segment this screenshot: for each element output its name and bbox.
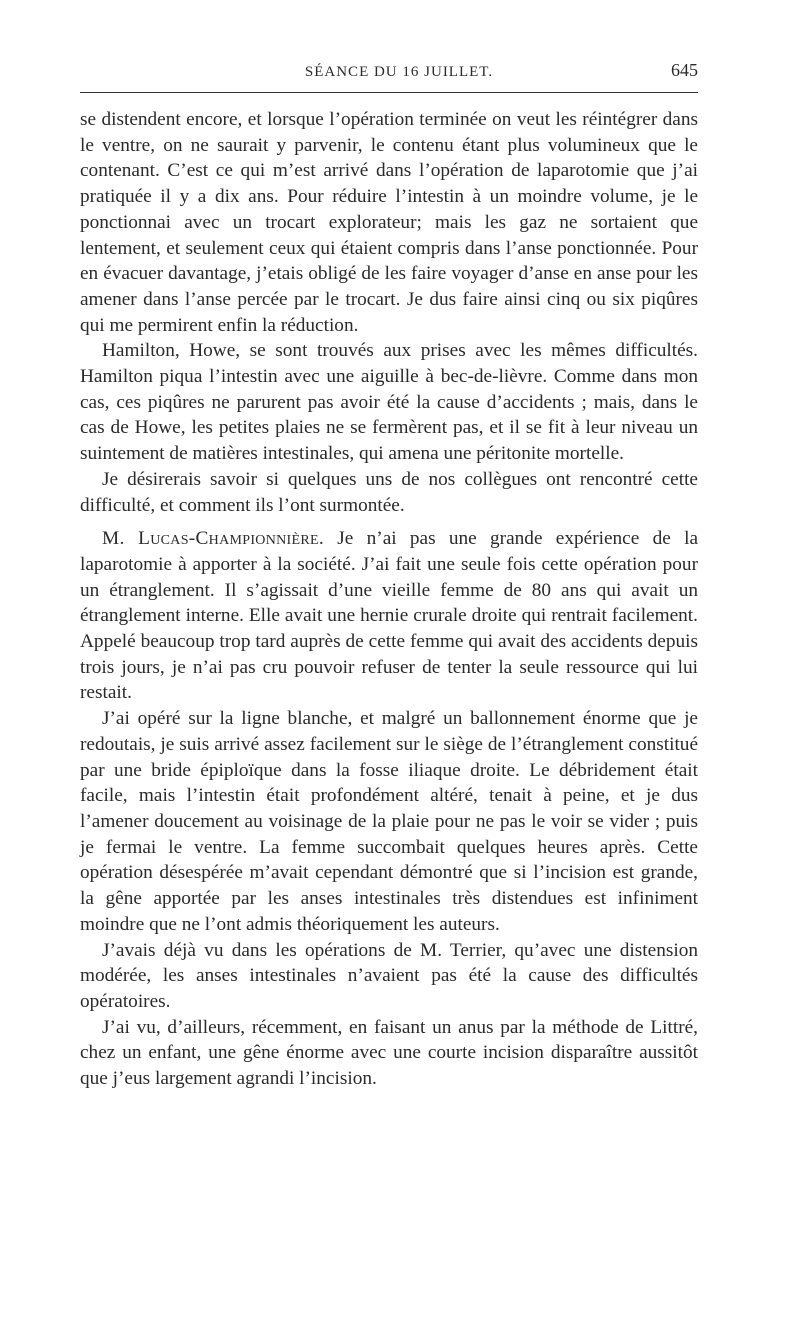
book-page <box>80 58 698 1092</box>
paragraph-hamilton-howe: Hamilton, Howe, se sont trouvés aux prises avec les mêmes difficultés. Hamilton piqua l’intestin avec une aiguille à bec-de-lièvre. Comme dans mon cas, ces piqûres ne parurent pas avoir été la cause d’accidents ; mais, dans le cas de Howe, les petites plaies ne se fermèrent pas, et il se fit à leur niveau un suintement de matières intestinales, qui amena une péritonite mortelle. <box>80 340 698 465</box>
running-head <box>80 58 698 88</box>
body-text <box>80 107 698 1092</box>
header-rule <box>80 92 698 93</box>
speaker-name: M. Lucas-Championnière. <box>102 528 324 550</box>
page-number: 645 <box>671 60 698 80</box>
speaker-text: Je n’ai pas une grande expérience de la laparotomie à apporter à la société. J’ai fait une seule fois cette opération pour un étranglement. Il s’agissait d’une vieille femme de 80 ans qui avait un étranglement interne. Elle avait une hernie crurale droite qui rentrait facilement. Appelé beaucoup trop tard auprès de cette femme qui avait des accidents depuis trois jours, je n’ai pas cru pouvoir refuser de tenter la seule ressource qui lui restait. <box>80 528 699 704</box>
paragraph-littre: J’ai vu, d’ailleurs, récemment, en faisant un anus par la méthode de Littré, chez un enfant, une gêne énorme avec une courte incision disparaître aussitôt que j’eus largement agrandi l’incision. <box>80 1016 698 1090</box>
paragraph-terrier: J’avais déjà vu dans les opérations de M. Terrier, qu’avec une distension modérée, les anses intestinales n’avaient pas été la cause des difficultés opératoires. <box>80 939 698 1012</box>
paragraph-question: Je désirerais savoir si quelques uns de nos collègues ont rencontré cette difficulté, et comment ils l’ont surmontée. <box>80 468 698 516</box>
paragraph-operation: J’ai opéré sur la ligne blanche, et malgré un ballonnement énorme que je redoutais, je suis arrivé assez facilement sur le siège de l’étranglement constitué par une bride épiploïque dans la fosse iliaque droite. Le débridement était facile, mais l’intestin était profondément altéré, tenait à peine, et je dus l’amener doucement au voisinage de la plaie pour ne pas le voir se vider ; puis je fermai le ventre. La femme succombait quelques heures après. Cette opération désespérée m’avait cependant démontré que si l’incision est grande, la gêne apportée par les anses intestinales très distendues est infiniment moindre que ne l’ont admis théoriquement les auteurs. <box>80 708 698 935</box>
running-title: SÉANCE DU 16 JUILLET. <box>304 64 494 80</box>
paragraph-speaker-lucas <box>80 526 698 706</box>
paragraph-continued: se distendent encore, et lorsque l’opération terminée on veut les réintégrer dans le ventre, on ne saurait y parvenir, le contenu étant plus volumineux que le contenant. C’est ce qui m’est arrivé dans l’opération de laparotomie que j’ai pratiquée il y a dix ans. Pour réduire l’intestin à un moindre volume, je le ponctionnai avec un trocart explorateur; mais les gaz ne sortaient que lentement, et seulement ceux qui étaient compris dans l’anse ponctionnée. Pour en évacuer davantage, j’etais obligé de les faire voyager d’anse en anse pour les amener dans l’anse percée par le trocart. Je dus faire ainsi cinq ou six piqûres qui me permirent enfin la réduction. <box>80 109 698 336</box>
